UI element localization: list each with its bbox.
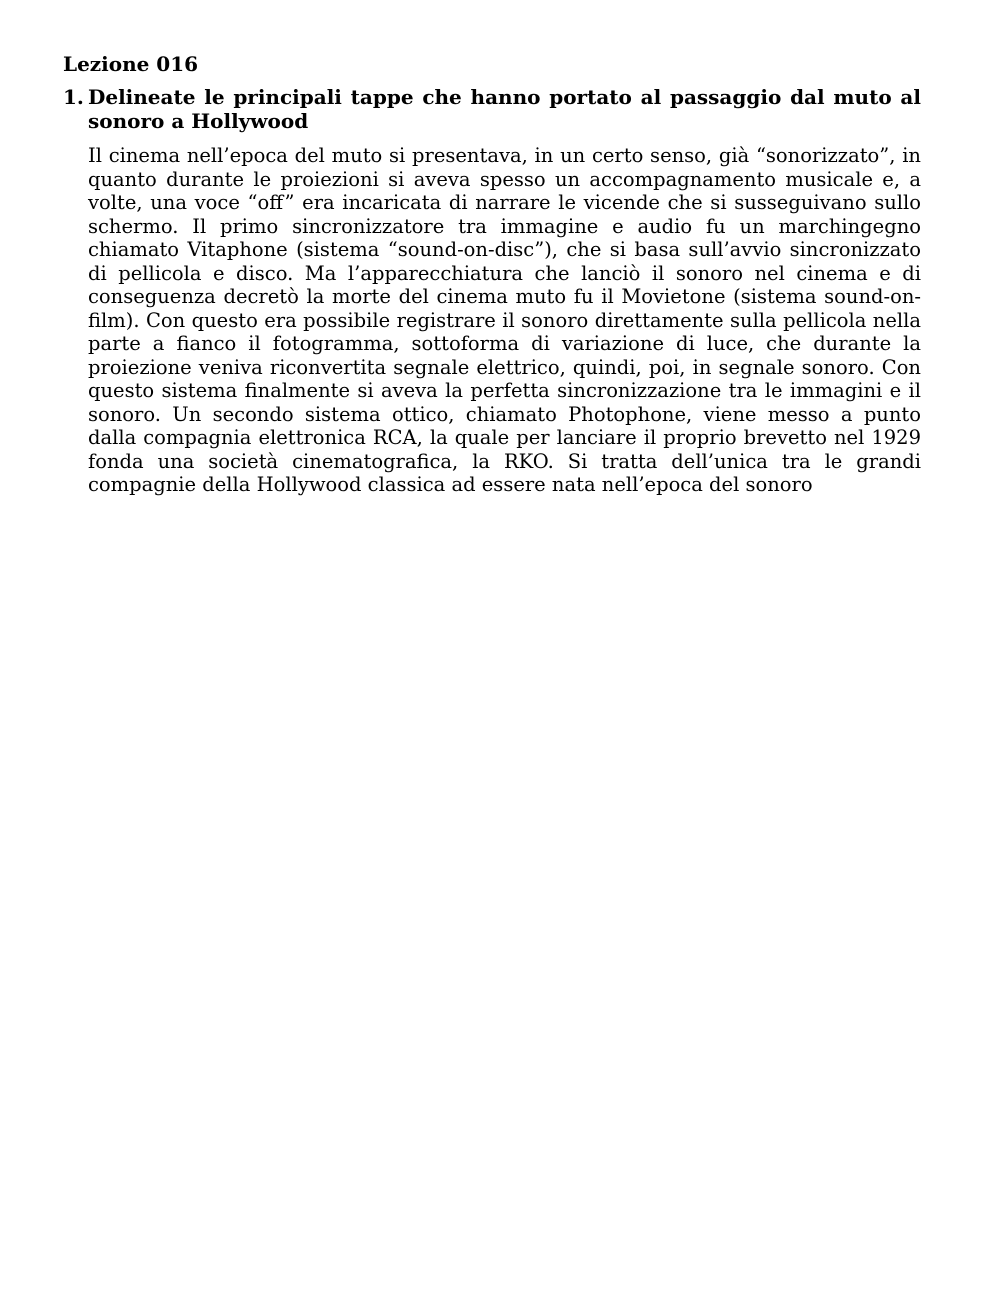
document-page — [63, 50, 921, 497]
answer-paragraph: Il cinema nell’epoca del muto si presentava, in un certo senso, già “sonorizzato”, in quanto durante le proiezioni si aveva spesso un accompagnamento musicale e, a volte, una voce “off” era incaricata di narrare le vicende che si susseguivano sullo schermo. Il primo sincronizzatore tra immagine e audio fu un marchingegno chiamato Vitaphone (sistema “sound-on-disc”), che si basa sull’avvio sincronizzato di pellicola e disco. Ma l’apparecchiatura che lanciò il sonoro nel cinema e di conseguenza decretò la morte del cinema muto fu il Movietone (sistema sound-on-film). Con questo era possibile registrare il sonoro direttamente sulla pellicola nella parte a fianco il fotogramma, sottoforma di variazione di luce, che durante la proiezione veniva riconvertita segnale elettrico, quindi, poi, in segnale sonoro. Con questo sistema finalmente si aveva la perfetta sincronizzazione tra le immagini e il sonoro. Un secondo sistema ottico, chiamato Photophone, viene messo a punto dalla compagnia elettronica RCA, la quale per lanciare il proprio brevetto nel 1929 fonda una società cinematografica, la RKO. Si tratta dell’unica tra le grandi compagnie della Hollywood classica ad essere nata nell’epoca del sonoro — [88, 144, 921, 496]
question-number: 1. — [63, 85, 84, 109]
question-item — [63, 86, 921, 133]
question-text: Delineate le principali tappe che hanno portato al passaggio dal muto al sonoro a Hollywood — [88, 85, 921, 133]
lesson-title: Lezione 016 — [63, 52, 199, 76]
